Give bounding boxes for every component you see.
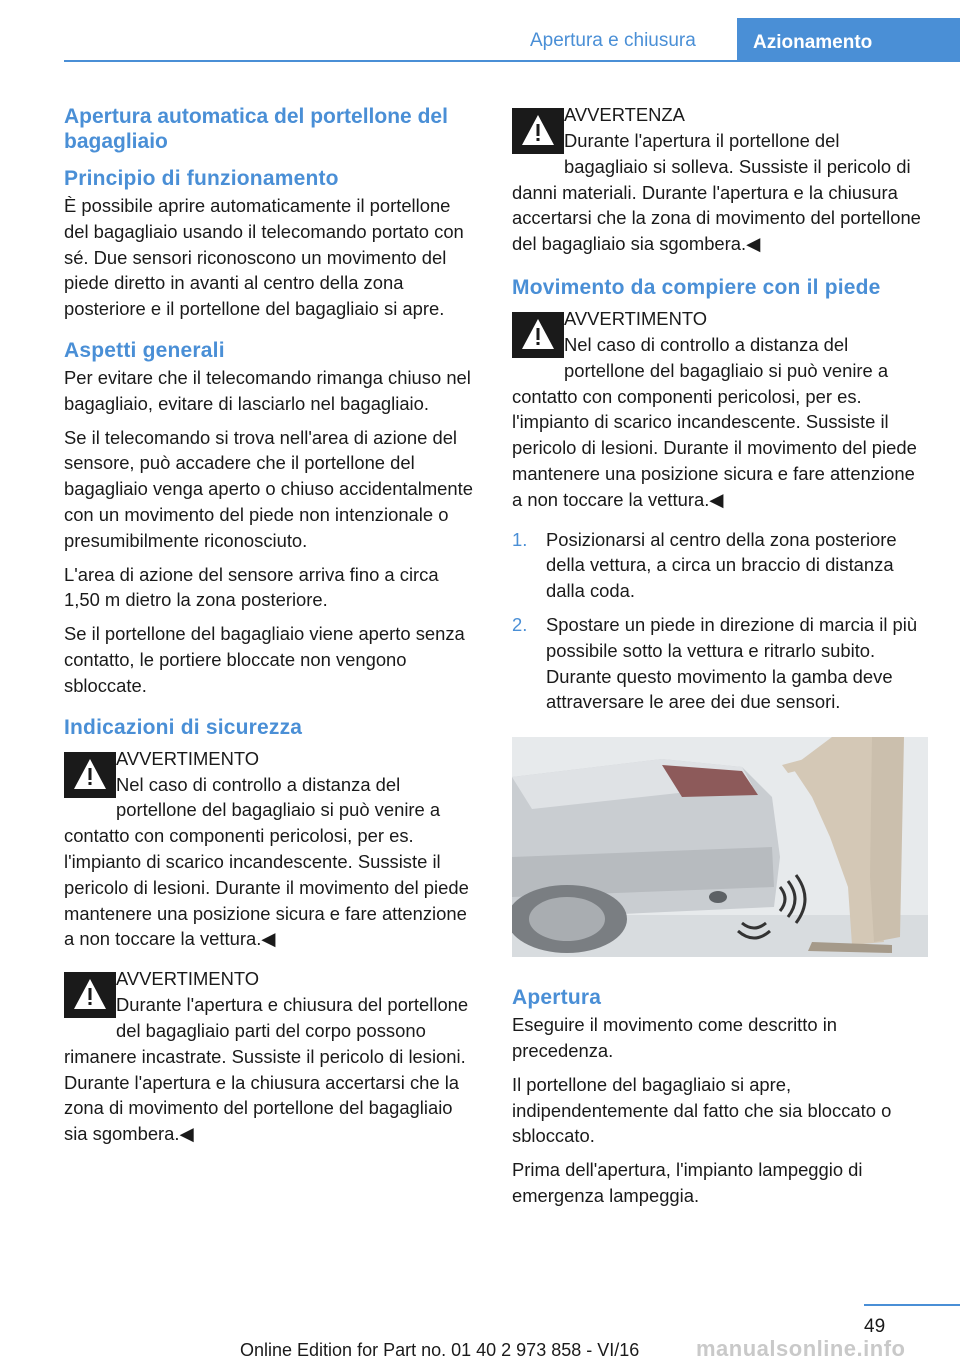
right-column	[512, 100, 927, 1217]
list-item	[512, 612, 927, 715]
warning-body: Durante l'apertura e chiusura del portellone del bagagliaio parti del corpo possono rimanere incastrate. Sussiste il pericolo di lesioni. Durante l'apertura e la chiusura accertarsi che la zona di movimento del portellone del bagagliaio sia sgombera.◀	[64, 994, 469, 1145]
warning-triangle-icon	[512, 108, 564, 154]
list-item	[512, 527, 927, 604]
warning-triangle-icon	[64, 752, 116, 798]
warning-title: AVVERTENZA	[564, 104, 685, 125]
paragraph-principio: È possibile aprire automaticamente il portellone del bagagliaio usando il telecomando portato con sé. Due sensori riconoscono un movimento del piede diretto in avanti al centro della zona posteriore e il portellone del bagagliaio si apre.	[64, 195, 464, 320]
step-number: 1.	[512, 528, 528, 550]
left-column	[64, 100, 479, 1161]
warning-title: AVVERTIMENTO	[116, 747, 260, 769]
warning-title: AVVERTIMENTO	[116, 968, 260, 990]
watermark-site: manualsonline.info	[696, 1336, 906, 1361]
paragraph-aspetti-2: Se il telecomando si trova nell'area di azione del sensore, può accadere che il portellone del bagagliaio venga aperto o chiuso accidentalmente con un movimento del piede non intenzionale o presumibilmente riconosciuto.	[64, 426, 473, 551]
page-title: Apertura automatica del portellone del bagagliaio	[64, 105, 448, 153]
step-text: Spostare un piede in direzione di marcia il più possibile sotto la vettura e ritrarlo subito. Durante questo movimento la gamba deve attraversare le aree dei due sensori.	[546, 613, 918, 713]
footer-edition: Online Edition for Part no. 01 40 2 973 858 - VI/16	[240, 1340, 640, 1360]
paragraph-apertura-2: Il portellone del bagagliaio si apre, indipendentemente dal fatto che sia bloccato o sbloccato.	[512, 1073, 892, 1147]
paragraph-aspetti-1: Per evitare che il telecomando rimanga chiuso nel bagagliaio, evitare di lasciarlo nel bagagliaio.	[64, 366, 471, 414]
paragraph-aspetti-4: Se il portellone del bagagliaio viene aperto senza contatto, le portiere bloccate non vengono sbloccate.	[64, 623, 465, 696]
step-text: Posizionarsi al centro della zona posteriore della vettura, a circa un braccio di distanza dalla coda.	[546, 528, 897, 602]
heading-principio: Principio di funzionamento	[64, 167, 339, 190]
paragraph-apertura-1: Eseguire il movimento come descritto in precedenza.	[512, 1014, 838, 1061]
warning-triangle-icon	[512, 312, 564, 358]
warning-body: Nel caso di controllo a distanza del portellone del bagagliaio si può venire a contatto con componenti pericolosi, per es. l'impianto di scarico incandescente. Sussiste il pericolo di lesioni. Durante il movimento del piede mantenere una posizione sicura e fare attenzione a non toccare la vettura.◀	[64, 773, 469, 950]
heading-sicurezza: Indicazioni di sicurezza	[64, 715, 303, 739]
footer-rule	[864, 1304, 960, 1306]
warning-block-2	[64, 966, 479, 1147]
warning-block-3	[512, 102, 927, 257]
header-section-title: Apertura e chiusura	[530, 30, 696, 51]
paragraph-aspetti-3: L'area di azione del sensore arriva fino a circa 1,50 m dietro la zona posteriore.	[64, 563, 439, 611]
warning-title: AVVERTIMENTO	[564, 307, 708, 329]
warning-body: Durante l'apertura il portellone del bagagliaio si solleva. Sussiste il pericolo di danni materiali. Durante l'apertura e la chiusura accertarsi che la zona di movimento del portellone del bagagliaio sia sgombera.◀	[512, 130, 921, 255]
paragraph-apertura-3: Prima dell'apertura, l'impianto lampeggio di emergenza lampeggia.	[512, 1159, 863, 1206]
warning-block-4	[512, 306, 927, 513]
heading-apertura: Apertura	[512, 986, 602, 1010]
step-number: 2.	[512, 613, 528, 635]
foot-movement-illustration	[512, 737, 928, 957]
heading-aspetti: Aspetti generali	[64, 338, 225, 362]
header-chapter-tab: Azionamento	[737, 18, 960, 62]
page-number: 49	[864, 1316, 886, 1337]
warning-body: Nel caso di controllo a distanza del portellone del bagagliaio si può venire a contatto con componenti pericolosi, per es. l'impianto di scarico incandescente. Sussiste il pericolo di lesioni. Durante il movimento del piede mantenere una posizione sicura e fare attenzione a non toccare la vettura.◀	[512, 333, 917, 510]
steps-list	[512, 527, 927, 716]
warning-triangle-icon	[64, 972, 116, 1018]
warning-block-1	[64, 746, 479, 953]
heading-movimento: Movimento da compiere con il piede	[512, 275, 881, 299]
